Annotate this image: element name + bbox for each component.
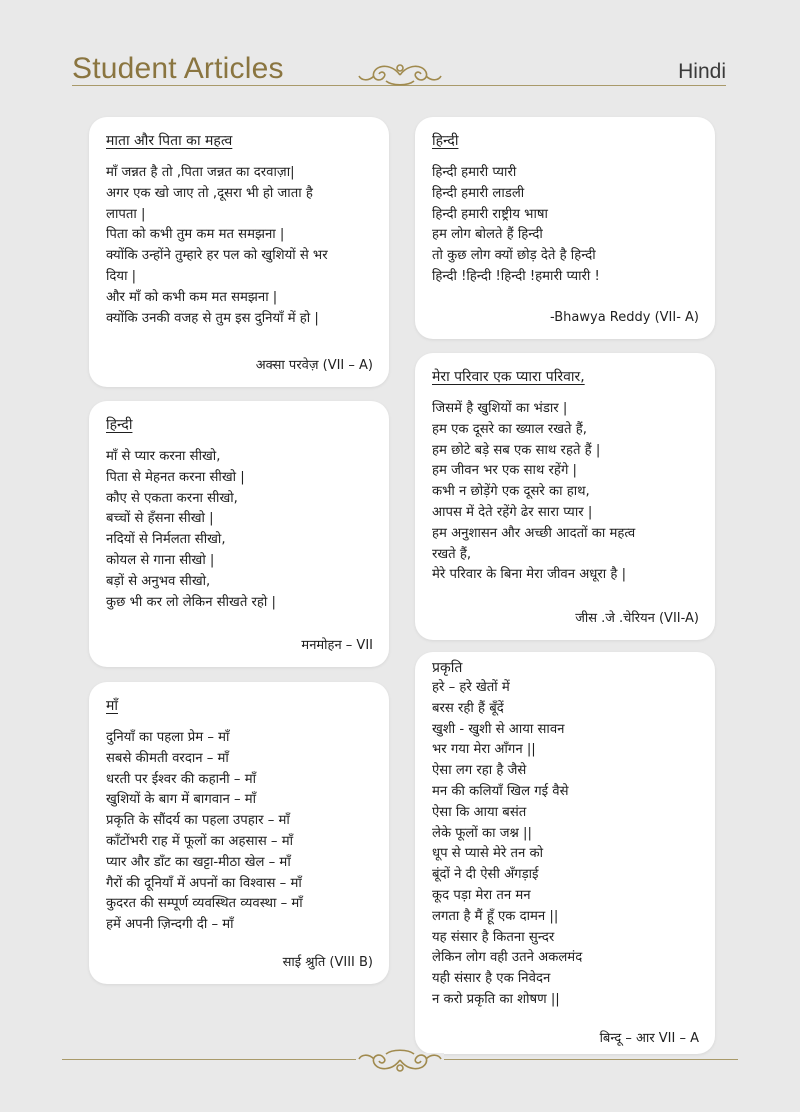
- article-body: [432, 399, 699, 586]
- article-line: लापता |: [106, 206, 146, 222]
- article-line: सबसे कीमती वरदान – माँ: [106, 750, 229, 766]
- article-line: हिन्दी हमारी प्यारी: [432, 165, 517, 180]
- article-line: माँ जन्नत है तो ,पिता जन्नत का दरवाज़ा|: [106, 165, 295, 180]
- language-label: Hindi: [678, 60, 726, 83]
- article-line: धूप से प्यासे मेरे तन को: [432, 846, 544, 862]
- article-line: बच्चों से हँसना सीखो |: [106, 511, 214, 527]
- article-line: यही संसार है एक निवेदन: [432, 971, 551, 987]
- article-line: पिता से मेहनत करना सीखो |: [106, 469, 245, 485]
- article-line: ऐसा कि आया बसंत: [432, 804, 527, 820]
- article-line: कौए से एकता करना सीखो,: [106, 490, 238, 506]
- article-body: [106, 447, 373, 613]
- article-line: आपस में देते रहेंगे ढेर सारा प्यार |: [432, 504, 593, 520]
- article-card-hindi-1: [89, 401, 389, 667]
- article-line: हम अनुशासन और अच्छी आदतों का महत्व: [432, 525, 636, 541]
- article-card-maa: [89, 682, 389, 984]
- article-line: क्योंकि उन्होंने तुम्हारे हर पल को खुशियों से भर: [106, 248, 328, 264]
- article-line: मन की कलियाँ खिल गई वैसे: [432, 783, 569, 799]
- article-line: बड़ों से अनुभव सीखो,: [106, 573, 211, 589]
- article-line: अगर एक खो जाए तो ,दूसरा भी हो जाता है: [106, 185, 313, 201]
- article-line: हरे – हरे खेतों में: [432, 680, 510, 695]
- article-line: कुदरत की सम्पूर्ण व्यवस्थित व्यवस्था – माँ: [106, 896, 303, 912]
- article-line: और माँ को कभी कम मत समझना |: [106, 289, 278, 305]
- article-author: -Bhawya Reddy (VII- A): [550, 310, 699, 325]
- article-line: कुछ भी कर लो लेकिन सीखते रहो |: [106, 594, 276, 610]
- article-line: नदियों से निर्मलता सीखो,: [106, 532, 226, 548]
- article-line: रखते हैं,: [432, 546, 472, 562]
- article-line: गैरों की दूनियाँ में अपनों का विश्वास – माँ: [106, 875, 302, 891]
- article-line: बूंदों ने दी ऐसी अँगड़ाई: [432, 867, 539, 883]
- article-line: हिन्दी हमारी लाडली: [432, 185, 525, 201]
- article-title: माँ: [106, 698, 118, 714]
- article-line: हिन्दी हमारी राष्ट्रीय भाषा: [432, 206, 548, 222]
- article-card-prakriti: [415, 652, 715, 1054]
- article-line: हिन्दी !हिन्दी !हिन्दी !हमारी प्यारी !: [432, 268, 600, 284]
- article-line: यह संसार है कितना सुन्दर: [432, 929, 555, 945]
- article-line: प्रकृति के सौंदर्य का पहला उपहार – माँ: [106, 813, 290, 829]
- article-line: लेकिन लोग वही उतने अकलमंद: [432, 950, 583, 966]
- article-line: न करो प्रकृति का शोषण ||: [432, 991, 560, 1007]
- article-line: कभी न छोड़ेंगे एक दूसरे का हाथ,: [432, 484, 590, 500]
- article-line: पिता को कभी तुम कम मत समझना |: [106, 227, 285, 243]
- article-line: ऐसा लग रहा है जैसे: [432, 763, 527, 779]
- article-title: हिन्दी: [432, 133, 459, 149]
- article-line: दिया |: [106, 268, 137, 284]
- article-title: प्रकृति: [432, 660, 463, 676]
- article-line: हम एक दूसरे का ख्याल रखते हैं,: [432, 421, 587, 437]
- article-title: मेरा परिवार एक प्यारा परिवार,: [432, 369, 585, 385]
- article-card-hindi-2: [415, 117, 715, 339]
- article-line: तो कुछ लोग क्यों छोड़ देते है हिन्दी: [432, 248, 596, 264]
- article-line: कूद पड़ा मेरा तन मन: [432, 887, 531, 903]
- bottom-ornament-icon: [356, 1043, 444, 1077]
- article-author: बिन्दू – आर VII – A: [599, 1031, 699, 1046]
- article-card-mata-pita: [89, 117, 389, 387]
- article-line: माँ से प्यार करना सीखो,: [106, 449, 221, 464]
- article-line: काँटोंभरी राह में फूलों का अहसास – माँ: [106, 833, 294, 849]
- article-author: जीस .जे .चेरियन (VII-A): [575, 611, 699, 626]
- article-line: मेरे परिवार के बिना मेरा जीवन अधूरा है |: [432, 567, 627, 583]
- article-line: हम छोटे बड़े सब एक साथ रहते हैं |: [432, 442, 601, 458]
- article-author: साई श्रुति (VIII B): [282, 955, 373, 970]
- article-body: [432, 678, 699, 1011]
- article-line: जिसमें है खुशियों का भंडार |: [432, 401, 568, 416]
- article-card-parivar: [415, 353, 715, 640]
- article-body: [106, 163, 373, 329]
- page-title: Student Articles: [72, 52, 284, 85]
- article-line: कोयल से गाना सीखो |: [106, 552, 215, 568]
- article-line: लेके फूलों का जश्न ||: [432, 825, 532, 841]
- article-line: बरस रही हैं बूँदें: [432, 700, 504, 716]
- article-line: दुनियाँ का पहला प्रेम – माँ: [106, 730, 230, 745]
- article-line: क्योंकि उनकी वजह से तुम इस दुनियाँ में हो |: [106, 310, 319, 326]
- article-author: मनमोहन – VII: [301, 638, 373, 653]
- article-line: हम लोग बोलते हैं हिन्दी: [432, 227, 543, 243]
- article-line: लगता है मैं हूँ एक दामन ||: [432, 908, 559, 924]
- article-body: [432, 163, 699, 288]
- article-title: हिन्दी: [106, 417, 133, 433]
- article-line: हम जीवन भर एक साथ रहेंगे |: [432, 463, 577, 479]
- article-line: धरती पर ईश्वर की कहानी – माँ: [106, 771, 256, 787]
- article-body: [106, 728, 373, 936]
- article-line: भर गया मेरा आँगन ||: [432, 742, 536, 758]
- article-line: हमें अपनी ज़िन्दगी दी – माँ: [106, 917, 234, 933]
- article-line: खुशी - खुशी से आया सावन: [432, 721, 565, 737]
- article-line: प्यार और डाँट का खट्टा-मीठा खेल – माँ: [106, 854, 291, 870]
- article-line: खुशियों के बाग में बागवान – माँ: [106, 792, 257, 808]
- top-ornament-icon: [356, 58, 444, 92]
- article-author: अक्सा परवेज़ (VII – A): [255, 358, 373, 373]
- article-title: माता और पिता का महत्व: [106, 133, 233, 149]
